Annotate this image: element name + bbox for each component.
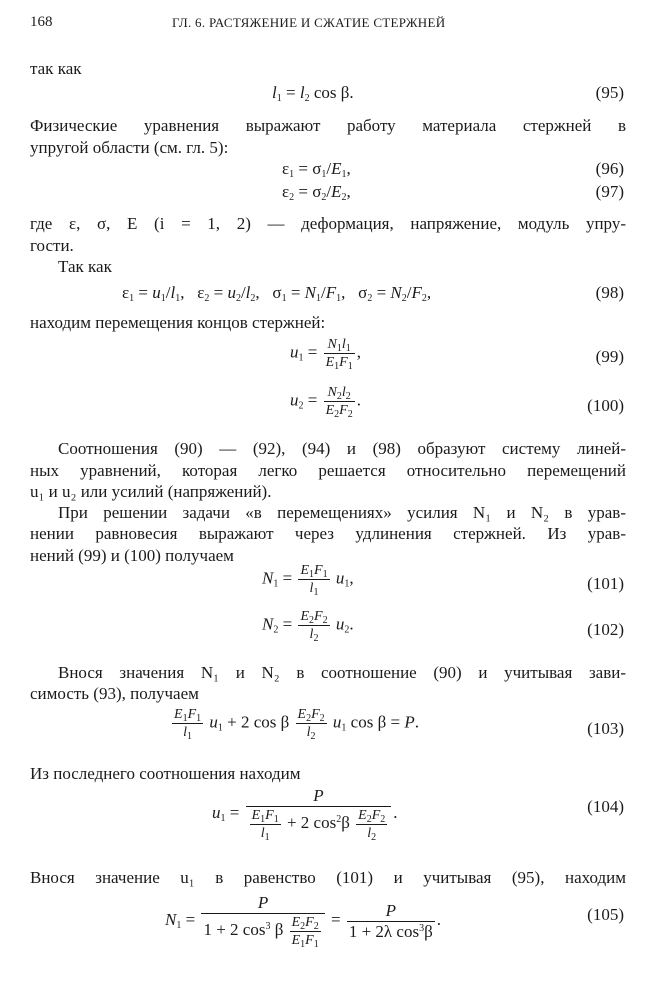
equation-number: (100) [587, 396, 624, 415]
equation-number: (97) [595, 182, 624, 201]
equation-103: $\frac{E_1F_1}{l_1}$ $u_1 + 2$ cos β $\frac{E_2F_2}{l_2}$ $u_1$ cos β = P. [174, 707, 419, 742]
equation-97: $\varepsilon_2 = \sigma_2/E_2$, [282, 182, 351, 203]
equation-number: (101) [587, 574, 624, 593]
page-number: 168 [30, 14, 53, 30]
text-line: Так как [58, 257, 112, 276]
text-line: симость (93), получаем [30, 684, 199, 703]
running-head: ГЛ. 6. РАСТЯЖЕНИЕ И СЖАТИЕ СТЕРЖНЕЙ [172, 15, 446, 30]
text-line: ных уравнений, которая легко решается относительно перемещений [30, 461, 626, 480]
text-line: u₁ и u₂ или усилий (напряжений). [30, 482, 272, 501]
text-line: нений (99) и (100) получаем [30, 546, 234, 565]
text-line: где ε, σ, E (i = 1, 2) — деформация, напряжение, модуль упру- [30, 214, 626, 233]
page-header [30, 14, 626, 36]
equation-104: $u_1$ = P $\frac{E_1F_1}{l_1}$ + 2 $\cos^2\beta$ $\frac{E_2F_2}{l_2}$ . [212, 786, 398, 843]
equation-number: (96) [595, 159, 624, 178]
equation-number: (105) [587, 905, 624, 924]
text-line: нении равновесия выражают через удлинения стержней. Из урав- [30, 524, 626, 543]
text-line: упругой области (см. гл. 5): [30, 138, 229, 157]
equation-99: $u_1$ = $\frac{N_1l_1}{E_1F_1}$ , [290, 337, 361, 372]
equation-number: (104) [587, 797, 624, 816]
equation-96: $\varepsilon_1 = \sigma_1/E_1$, [282, 159, 351, 180]
text-line: Внося значения N₁ и N₂ в соотношение (90) и учитывая зави- [58, 663, 626, 682]
text-line: так как [30, 59, 82, 78]
text-line: Физические уравнения выражают работу материала стержней в [30, 116, 626, 135]
text-line: Соотношения (90) — (92), (94) и (98) образуют систему линей- [58, 439, 626, 458]
equation-number: (99) [595, 347, 624, 366]
equation-101: $N_1$ = $\frac{E_1F_1}{l_1}$ $u_1$, [262, 563, 354, 598]
text-line: гости. [30, 236, 74, 255]
equation-100: $u_2$ = $\frac{N_2l_2}{E_2F_2}$ . [290, 385, 361, 420]
text-line: Из последнего соотношения находим [30, 764, 301, 783]
equation-number: (102) [587, 620, 624, 639]
equation-number: (103) [587, 719, 624, 738]
text-line: При решении задачи «в перемещениях» усилия N₁ и N₂ в урав- [58, 503, 626, 522]
equation-number: (98) [595, 283, 624, 302]
equation-number: (95) [595, 83, 624, 102]
equation-102: $N_2$ = $\frac{E_2F_2}{l_2}$ $u_2$. [262, 609, 354, 644]
equation-95: $l_1 = l_2$ cos β. [272, 83, 354, 104]
text-line: Внося значение u₁ в равенство (101) и учитывая (95), находим [30, 868, 626, 887]
equation-98: $\varepsilon_1 = u_1/l_1$, $\varepsilon_2 = u_2/l_2$, $\sigma_1 = N_1/F_1$, $\sigma_2 = N_2/F_2$, [122, 283, 432, 304]
equation-105: $N_1$ = P 1 + 2 $\cos^3 \beta$ $\frac{E_2F_2}{E_1F_1}$ = $\frac{P}{1 + 2\lambda \cos^3\beta}$ . [165, 893, 441, 950]
text-line: находим перемещения концов стержней: [30, 313, 326, 332]
